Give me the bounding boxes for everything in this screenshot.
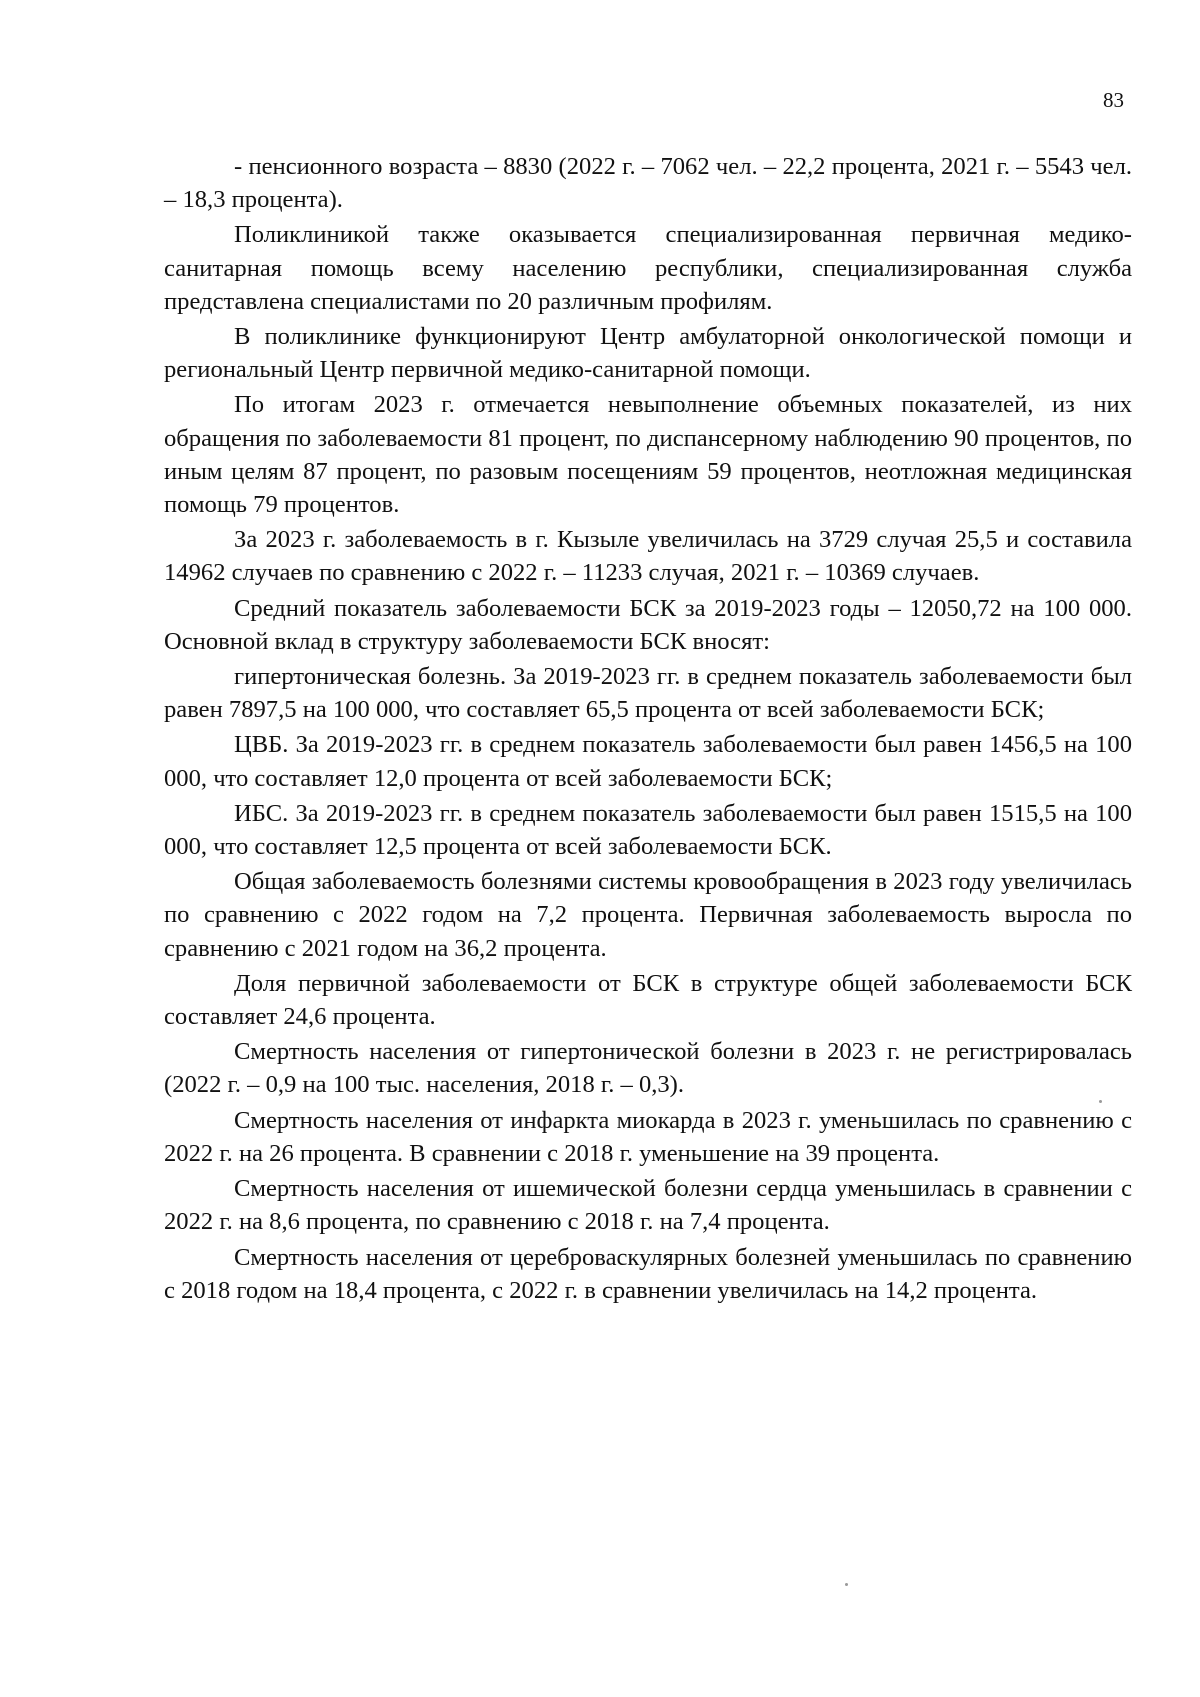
scan-speck <box>1099 1100 1102 1103</box>
paragraph-mortality-ischemic: Смертность населения от ишемической болезни сердца уменьшилась в сравнении с 2022 г. на 8,6 процента, по сравнению с 2018 г. на 7,4 процента. <box>164 1175 1132 1236</box>
scan-speck <box>845 1583 848 1586</box>
paragraph-morbidity-kyzyl: За 2023 г. заболеваемость в г. Кызыле увеличилась на 3729 случая 25,5 и составила 14962 случаев по сравнению с 2022 г. – 11233 случая, 2021 г. – 10369 случаев. <box>164 526 1132 587</box>
paragraph-centers: В поликлинике функционируют Центр амбулаторной онкологической помощи и региональный Центр первичной медико-санитарной помощи. <box>164 323 1132 384</box>
paragraph-mortality-cerebrovascular: Смертность населения от цереброваскулярных болезней уменьшилась по сравнению с 2018 годом на 18,4 процента, с 2022 г. в сравнении увеличилась на 14,2 процента. <box>164 1243 1132 1304</box>
document-body <box>164 150 1132 1309</box>
paragraph-bsk-average: Средний показатель заболеваемости БСК за 2019-2023 годы – 12050,72 на 100 000. Основной вклад в структуру заболеваемости БСК вносят: <box>164 594 1132 655</box>
paragraph-mortality-infarction: Смертность населения от инфаркта миокарда в 2023 г. уменьшилась по сравнению с 2022 г. на 26 процента. В сравнении с 2018 г. уменьшение на 39 процента. <box>164 1106 1132 1167</box>
paragraph-cvd: ЦВБ. За 2019-2023 гг. в среднем показатель заболеваемости был равен 1456,5 на 100 000, что составляет 12,0 процента от всей заболеваемости БСК; <box>164 731 1132 792</box>
paragraph-mortality-hypertension: Смертность населения от гипертонической болезни в 2023 г. не регистрировалась (2022 г. – 0,9 на 100 тыс. населения, 2018 г. – 0,3). <box>164 1038 1132 1099</box>
paragraph-volume-indicators: По итогам 2023 г. отмечается невыполнение объемных показателей, из них обращения по заболеваемости 81 процент, по диспансерному наблюдению 90 процентов, по иным целям 87 процент, по разовым посещениям 59 процентов, неотложная медицинская помощь 79 процентов. <box>164 391 1132 519</box>
paragraph-specialized-care: Поликлиникой также оказывается специализированная первичная медико-санитарная помощь всему населению республики, специализированная служба представлена специалистами по 20 различным профилям. <box>164 221 1132 315</box>
paragraph-ihd: ИБС. За 2019-2023 гг. в среднем показатель заболеваемости был равен 1515,5 на 100 000, что составляет 12,5 процента от всей заболеваемости БСК. <box>164 799 1132 861</box>
paragraph-hypertension: гипертоническая болезнь. За 2019-2023 гг. в среднем показатель заболеваемости был равен 7897,5 на 100 000, что составляет 65,5 процента от всей заболеваемости БСК; <box>164 663 1132 724</box>
paragraph-primary-share: Доля первичной заболеваемости от БСК в структуре общей заболеваемости БСК составляет 24,6 процента. <box>164 969 1132 1031</box>
page-number: 83 <box>1103 88 1124 112</box>
paragraph-total-morbidity: Общая заболеваемость болезнями системы кровообращения в 2023 году увеличилась по сравнению с 2022 годом на 7,2 процента. Первичная заболеваемость выросла по сравнению с 2021 годом на 36,2 процента. <box>164 868 1132 962</box>
paragraph-pension-age: - пенсионного возраста – 8830 (2022 г. – 7062 чел. – 22,2 процента, 2021 г. – 5543 чел. – 18,3 процента). <box>164 153 1132 214</box>
